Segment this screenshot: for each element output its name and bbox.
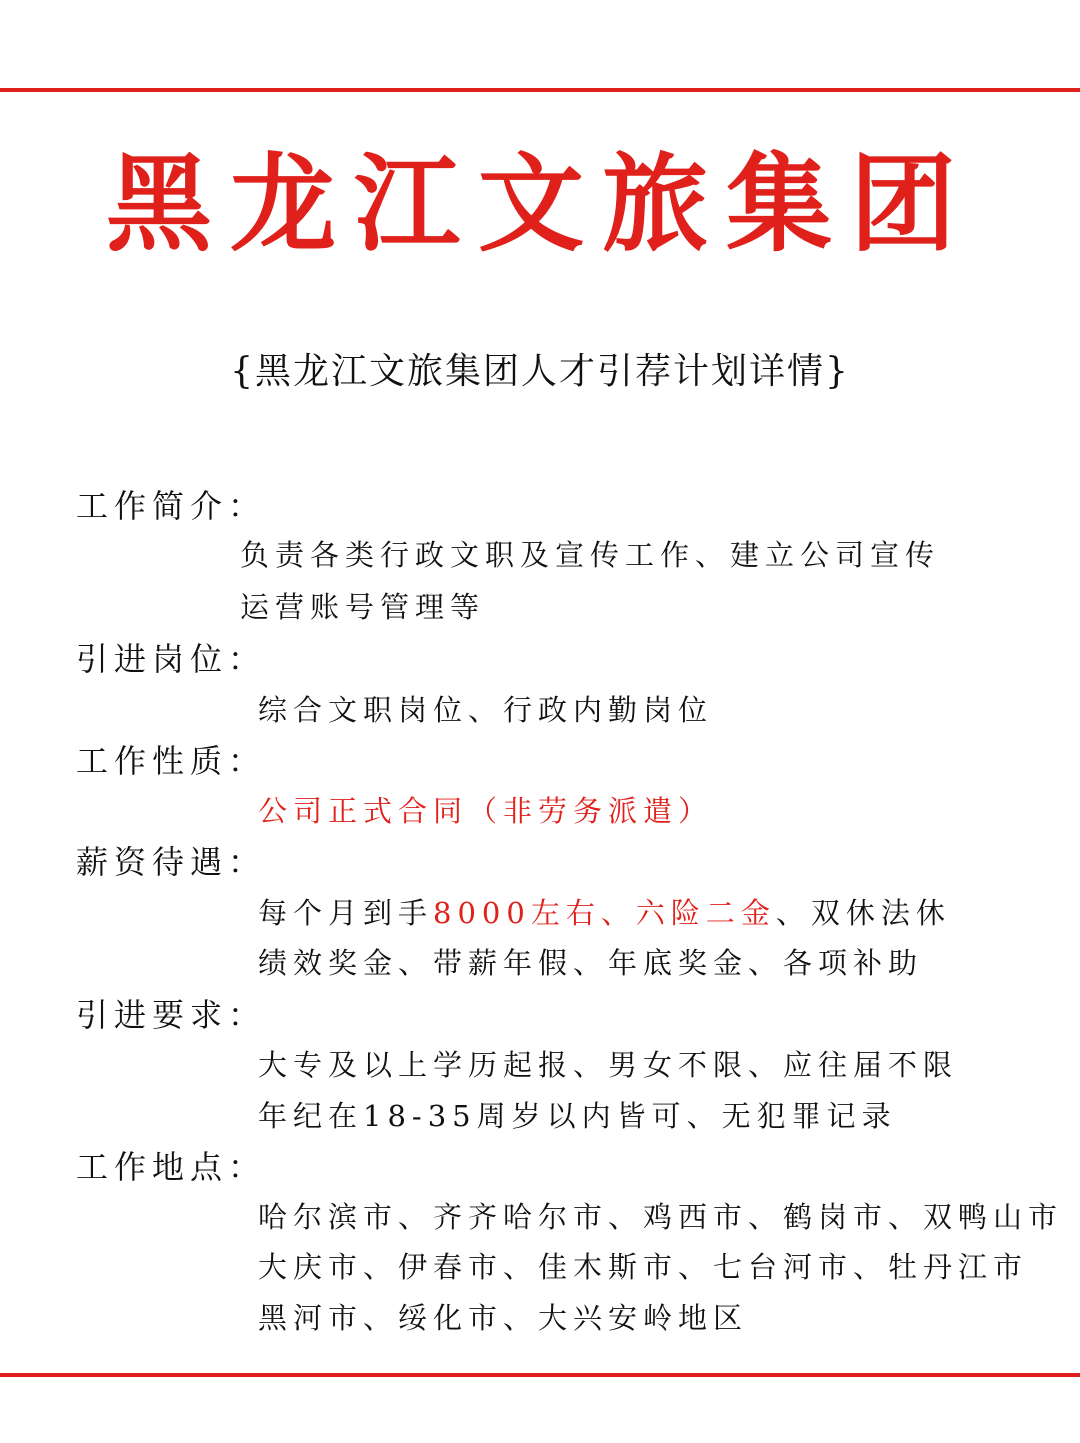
bottom-red-rule <box>0 1373 1080 1377</box>
top-red-rule <box>0 88 1080 92</box>
salary-line-2: 绩效奖金、带薪年假、年底奖金、各项补助 <box>258 946 924 980</box>
intro-line-1: 负责各类行政文职及宣传工作、建立公司宣传 <box>240 538 941 572</box>
section-label-nature: 工作性质： <box>76 742 267 780</box>
positions-line-1: 综合文职岗位、行政内勤岗位 <box>258 693 714 727</box>
section-label-location: 工作地点： <box>76 1148 267 1186</box>
section-label-intro: 工作简介： <box>76 487 267 525</box>
location-line-2: 大庆市、伊春市、佳木斯市、七台河市、牡丹江市 <box>258 1250 1029 1284</box>
page-subtitle: {黑龙江文旅集团人才引荐计划详情} <box>230 351 850 392</box>
page-title: 黑龙江文旅集团 <box>106 141 974 266</box>
salary-line-1 <box>258 896 951 931</box>
intro-line-2: 运营账号管理等 <box>240 590 486 624</box>
section-label-requirements: 引进要求： <box>76 996 267 1034</box>
requirements-line-1: 大专及以上学历起报、男女不限、应往届不限 <box>258 1048 959 1082</box>
requirements-line-2: 年纪在18-35周岁以内皆可、无犯罪记录 <box>258 1099 897 1133</box>
nature-line-1: 公司正式合同（非劳务派遣） <box>258 794 714 828</box>
section-label-salary: 薪资待遇： <box>76 843 267 881</box>
salary-prefix: 每个月到手 <box>258 896 434 930</box>
salary-highlight: 8000左右、六险二金 <box>433 896 776 930</box>
section-label-positions: 引进岗位： <box>76 640 267 678</box>
salary-suffix: 、双休法休 <box>775 896 951 930</box>
location-line-1: 哈尔滨市、齐齐哈尔市、鸡西市、鹤岗市、双鸭山市 <box>258 1200 1064 1234</box>
location-line-3: 黑河市、绥化市、大兴安岭地区 <box>258 1301 749 1335</box>
